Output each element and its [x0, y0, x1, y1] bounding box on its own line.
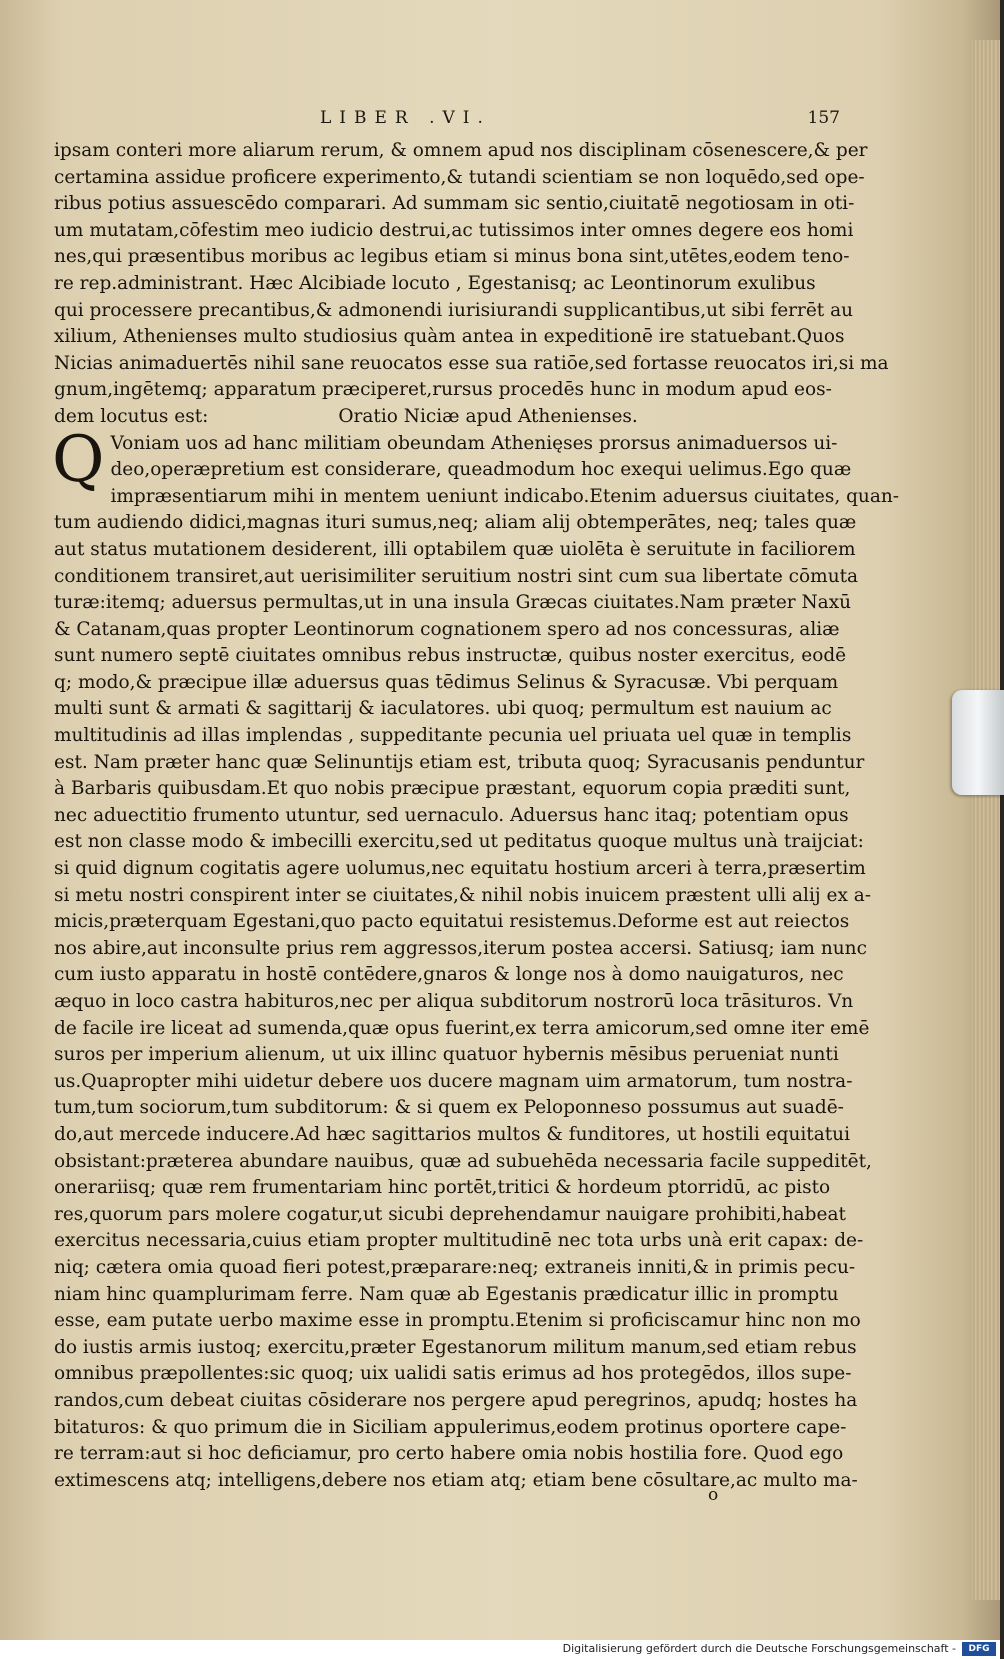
text-line: do,aut mercede inducere.Ad hæc sagittarios multos & funditores, ut hostili equitatui	[54, 1123, 851, 1145]
page-edge-stack	[972, 40, 1000, 1600]
text-line: re terram:aut si hoc deficiamur, pro certo habere omia nobis hostilia fore. Quod ego	[54, 1443, 844, 1465]
text-line: & Catanam,quas propter Leontinorum cognationem spero ad nos concessuras, aliæ	[54, 618, 840, 640]
text-line: um mutatam,cōfestim meo iudicio destrui,ac tutissimos inter omnes degere eos homi	[54, 219, 854, 241]
text-line: tum,tum sociorum,tum subditorum: & si quem ex Peloponneso possumus aut suadē-	[54, 1097, 844, 1119]
text-line: conditionem transiret,aut uerisimiliter seruitium nostri sint cum sua libertate cōmuta	[54, 565, 859, 587]
dfg-logo: DFG	[962, 1642, 996, 1656]
text-line: esse, eam putate uerbo maxime esse in promptu.Etenim si proficiscamur hinc non mo	[54, 1310, 861, 1332]
text-line: do iustis armis iustoq; exercitu,præter Egestanorum militum manum,sed etiam rebus	[54, 1336, 857, 1358]
signature-mark: o	[708, 1485, 719, 1505]
drop-initial: Q	[52, 422, 105, 497]
footer-credit: Digitalisierung gefördert durch die Deutsche Forschungsgemeinschaft -	[562, 1642, 956, 1655]
text-line: q; modo,& præcipue illæ aduersus quas tēdimus Selinus & Syracusæ. Vbi perquam	[54, 671, 839, 693]
running-head: LIBER .VI.	[320, 108, 491, 128]
text-line: re rep.administrant. Hæc Alcibiade locuto , Egestanisq; ac Leontinorum exulibus	[54, 272, 816, 294]
text-line: si metu nostri conspirent inter se ciuitates,& nihil nobis inuicem præstent ulli alij ex a-	[54, 884, 872, 906]
text-line: certamina assidue proficere experimento,& tutandi scientiam se non loquēdo,sed ope-	[54, 166, 865, 188]
text-line: omnibus præpollentes:sic quoq; uix ualidi satis erimus ad hos protegēdos, illos supe-	[54, 1363, 852, 1385]
text-line: niam hinc quamplurimam ferre. Nam quæ ab Egestanis prædicatur illic in promptu	[54, 1283, 839, 1305]
text-line: qui processere precantibus,& admonendi iurisiurandi supplicantibus,ut sibi ferrēt au	[54, 299, 854, 321]
text-line: bitaturos: & quo primum die in Siciliam appulerimus,eodem protinus oportere cape-	[54, 1416, 847, 1438]
text-line: us.Quapropter mihi uidetur debere uos ducere magnam uim armatorum, tum nostra-	[54, 1070, 853, 1092]
text-line: tum audiendo didici,magnas ituri sumus,neq; aliam alij obtemperātes, neq; tales quæ	[54, 512, 857, 534]
text-line: est. Nam præter hanc quæ Selinuntijs etiam est, tributa quoq; Syracusanis penduntur	[54, 751, 865, 773]
text-line: obsistant:præterea abundare nauibus, quæ ad subuehēda necessaria facile suppeditēt,	[54, 1150, 872, 1172]
text-line: xilium, Athenienses multo studiosius quàm antea in expeditionē ire statuebant.Quos	[54, 326, 845, 348]
text-line: nes,qui præsentibus moribus ac legibus etiam si minus bona sint,utētes,eodem teno-	[54, 246, 850, 268]
text-line: impræsentiarum mihi in mentem ueniunt indicabo.Etenim aduersus ciuitates, quan-	[110, 485, 900, 507]
text-line: gnum,ingētemq; apparatum præciperet,rursus procedēs hunc in modum apud eos-	[54, 379, 832, 401]
page-header	[320, 108, 840, 138]
body-text	[52, 138, 900, 1521]
text-line: multi sunt & armati & sagittarij & iaculatores. ubi quoq; permultum est nauium ac	[54, 698, 832, 720]
text-line: exercitus necessaria,cuius etiam propter multitudinē nec tota urbs unà erit capax: de-	[54, 1230, 864, 1252]
text-line: à Barbaris quibusdam.Et quo nobis præcipue præstant, equorum copia præditi sunt,	[54, 778, 851, 800]
text-line: turæ:itemq; aduersus permultas,ut in una insula Græcas ciuitates.Nam præter Naxū	[54, 592, 852, 614]
text-line: extimescens atq; intelligens,debere nos etiam atq; etiam bene cōsultare,ac multo ma-	[54, 1469, 858, 1491]
text-line: cum iusto apparatu in hostē contēdere,gnaros & longe nos à domo nauigaturos, nec	[54, 964, 844, 986]
text-line: niq; cætera omia quoad fieri potest,præparare:neq; extraneis inniti,& in primis pecu-	[54, 1256, 856, 1278]
text-line: æquo in loco castra habituros,nec per aliqua subditorum nostrorū loca trāsituros. Vn	[54, 991, 854, 1012]
text-line: res,quorum pars molere cogatur,ut sicubi deprehendamur nauigare prohibiti,habeat	[54, 1203, 846, 1225]
text-line	[54, 1494, 814, 1521]
text-line: multitudinis ad illas implendas , suppeditante pecunia uel priuata uel quæ in templis	[54, 725, 852, 747]
text-line: randos,cum debeat ciuitas cōsiderare nos pergere apud peregrinos, apudq; hostes ha	[54, 1389, 858, 1411]
text-line: Nicias animaduertēs nihil sane reuocatos esse sua ratiōe,sed fortasse reuocatos iri,si ma	[54, 352, 889, 374]
text-line: sunt numero septē ciuitates omnibus rebus instructæ, quibus noster exercitus, eodē	[54, 645, 847, 667]
text-line: dem locutus est:	[54, 405, 209, 427]
section-title: Oratio Niciæ apud Athenienses.	[338, 405, 638, 427]
text-line: aut status mutationem desiderent, illi optabilem quæ uiolēta è seruitute in faciliorem	[54, 538, 856, 560]
text-line-with-title	[54, 404, 814, 431]
page-clip	[952, 690, 1004, 795]
text-line: si quid dignum cogitatis agere uolumus,nec equitatu hostium arceri à terra,præsertim	[54, 858, 866, 880]
text-line: onerariisq; quæ rem frumentariam hinc portēt,tritici & hordeum ptorridū, ac pisto	[54, 1177, 831, 1199]
text-line: nec aduectitio frumento utuntur, sed uernaculo. Aduersus hanc itaq; potentiam opus	[54, 804, 849, 826]
digitization-footer	[0, 1640, 1000, 1659]
text-line: ribus potius assuescēdo comparari. Ad summam sic sentio,ciuitatē negotiosam in oti-	[54, 193, 855, 215]
text-line: suros per imperium alienum, ut uix illinc quatuor hybernis mēsibus perueniat nunti	[54, 1044, 839, 1066]
text-line: micis,præterquam Egestani,quo pacto equitatui resistemus.Deforme est aut reiectos	[54, 911, 850, 933]
text-line: de facile ire liceat ad sumenda,quæ opus fuerint,ex terra amicorum,sed omne iter emē	[54, 1017, 870, 1039]
text-line: deo,operæpretium est considerare, queadmodum hoc exequi uelimus.Ego quæ	[110, 459, 852, 481]
text-line: est non classe modo & imbecilli exercitu,sed ut peditatus quoque multus unà traijciat:	[54, 831, 864, 853]
page-number: 157	[807, 108, 840, 128]
text-line: nos abire,aut inconsulte prius rem aggressos,iterum postea accersi. Satiusq; iam nunc	[54, 937, 867, 959]
text-line: Voniam uos ad hanc militiam obeundam Athenięses prorsus animaduersos ui-	[110, 432, 838, 454]
text-line: ipsam conteri more aliarum rerum, & omnem apud nos disciplinam cōsenescere,& per	[54, 140, 868, 161]
